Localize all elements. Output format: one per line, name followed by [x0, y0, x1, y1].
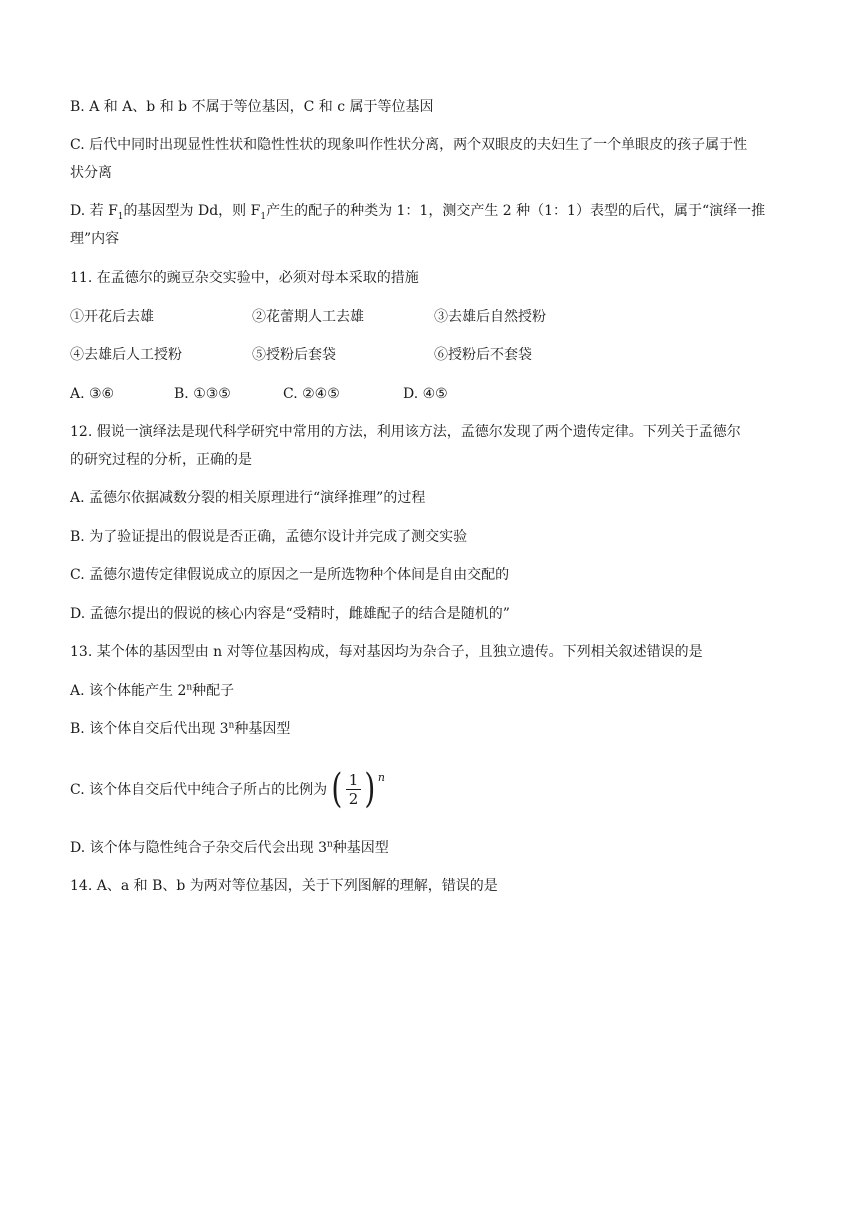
q13-option-c: [70, 761, 385, 817]
left-paren-glyph: (: [331, 766, 343, 812]
q10-option-d-sub1: 1: [117, 211, 124, 222]
q10-option-d-line2: 理”内容: [70, 231, 120, 247]
q10-option-d-text-a: D. 若 F: [70, 203, 118, 219]
q13-option-b: [70, 719, 800, 739]
q10-option-c-line1: C. 后代中同时出现显性性状和隐性性状的现象叫作性状分离，两个双眼皮的夫妇生了一个单眼皮的孩子属于性: [70, 137, 748, 153]
q13-option-a: [70, 681, 800, 701]
q13-option-a-text-a: A. 该个体能产生 2: [70, 683, 187, 699]
fraction-exponent: n: [377, 771, 385, 784]
q11-stem: 11. 在孟德尔的豌豆杂交实验中，必须对母本采取的措施: [70, 270, 419, 286]
q10-option-d-line1: [70, 201, 800, 221]
q13-option-d-text-a: D. 该个体与隐性纯合子杂交后代会出现 3: [70, 840, 327, 856]
q12-stem-line1: 12. 假说一演绎法是现代科学研究中常用的方法，利用该方法，孟德尔发现了两个遗传定律。下列关于孟德尔: [70, 424, 741, 440]
q11-option-a: A. ③⑥: [70, 386, 115, 402]
q13-option-a-text-b: 种配子: [192, 683, 235, 699]
q11-measure-5: ⑤授粉后套袋: [252, 347, 336, 363]
q13-option-d-text-b: 种基因型: [332, 840, 389, 856]
q13-option-b-text-a: B. 该个体自交后代出现 3: [70, 721, 229, 737]
q11-option-d: D. ④⑤: [403, 386, 448, 402]
q10-option-d-sub2: 1: [260, 211, 267, 222]
q12-option-b: B. 为了验证提出的假说是否正确，孟德尔设计并完成了测交实验: [70, 529, 468, 545]
q11-measure-1: ①开花后去雄: [70, 309, 154, 325]
q10-option-d-text-b: 的基因型为 Dd，则 F: [123, 203, 261, 219]
q14-stem: 14. A、a 和 B、b 为两对等位基因，关于下列图解的理解，错误的是: [70, 878, 498, 894]
q10-option-b: B. A 和 A、b 和 b 不属于等位基因，C 和 c 属于等位基因: [70, 99, 434, 115]
q13-option-c-text: C. 该个体自交后代中纯合子所占的比例为: [70, 782, 328, 798]
fraction-numerator: 1: [346, 771, 362, 790]
q10-option-d-text-c: 产生的配子的种类为 1：1，测交产生 2 种（1：1）表型的后代，属于“演绎一推: [266, 203, 766, 219]
q11-measure-6: ⑥授粉后不套袋: [434, 347, 532, 363]
q10-option-c-line2: 状分离: [70, 165, 112, 181]
fraction: [346, 771, 362, 808]
q11-option-c: C. ②④⑤: [283, 386, 340, 402]
right-paren-glyph: ): [364, 766, 376, 812]
q12-option-a: A. 孟德尔依据减数分裂的相关原理进行“演绎推理”的过程: [70, 490, 426, 506]
q12-stem-line2: 的研究过程的分析，正确的是: [70, 452, 252, 468]
q13-option-b-text-b: 种基因型: [234, 721, 291, 737]
q11-measure-4: ④去雄后人工授粉: [70, 347, 182, 363]
q11-measure-2: ②花蕾期人工去雄: [252, 309, 364, 325]
q13-option-d: [70, 838, 800, 858]
q12-option-c: C. 孟德尔遗传定律假说成立的原因之一是所选物种个体间是自由交配的: [70, 567, 510, 583]
q13-option-a-exponent: n: [186, 682, 193, 693]
q12-option-d: D. 孟德尔提出的假说的核心内容是“受精时，雌雄配子的结合是随机的”: [70, 606, 510, 622]
q11-measure-3: ③去雄后自然授粉: [434, 309, 546, 325]
q13-option-b-exponent: n: [228, 720, 235, 731]
q13-stem: 13. 某个体的基因型由 n 对等位基因构成，每对基因均为杂合子，且独立遗传。下列相关叙述错误的是: [70, 644, 703, 660]
q13-option-c-formula: [329, 766, 385, 812]
q13-option-d-exponent: n: [326, 839, 333, 850]
q11-option-b: B. ①③⑤: [174, 386, 231, 402]
fraction-denominator: 2: [348, 789, 359, 808]
